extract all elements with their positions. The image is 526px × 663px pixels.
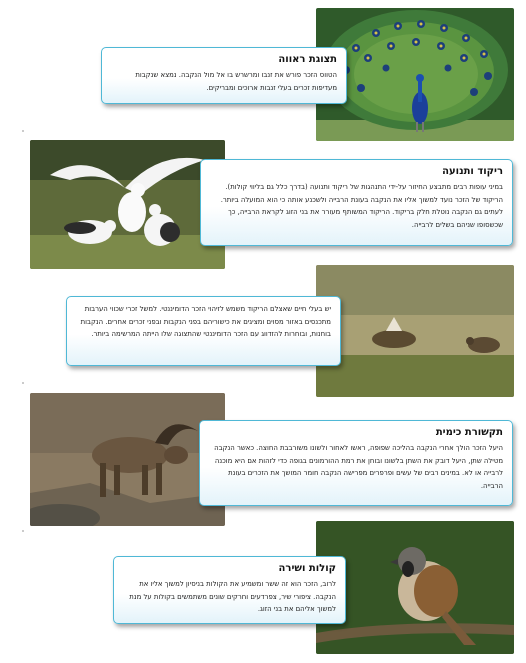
margin-speck — [22, 382, 24, 384]
chemical-communication-card — [199, 420, 513, 506]
courtship-display-text: הטווס הזכר פורש את זנבו ומרשרש בו אל מול הנקבה. נמצא שנקבות מעדיפות זכרים בעלי זנבות ארוכים ומבריקים. — [135, 71, 337, 92]
courtship-display-title: תצוגת ראווה — [278, 54, 337, 65]
ibex-photo — [30, 393, 225, 526]
courtship-display-card — [101, 47, 347, 104]
song-card — [113, 556, 346, 624]
margin-speck — [22, 130, 24, 132]
dominant-male-text: יש בעלי חיים שאצלם הריקוד משמש לזיהוי הזכר הדומיננטי. למשל זכרי שכווי הערבות מתכנסים באזור מסוים ומציגים את כישוריהם בפני הנקבות ובפני זכרים אחרים. הנקבות בוחנות, ובוחרות להזדווג עם הזכר הדומיננטי שהתצוגה שלו הייתה המרשימה ביותר. — [80, 305, 331, 339]
dance-card — [200, 159, 513, 246]
albatross-photo — [30, 140, 225, 269]
grouse-photo — [316, 265, 514, 397]
chemical-communication-title: תקשורת כימית — [435, 427, 503, 438]
dance-text: במיני עופות רבים מתבצע החיזור על-ידי התנהגות של ריקוד ותנועה (בדרך כלל גם בליווי קולות). הריקוד של הזכר נועד למשוך אליו את הנקבה בעונת הרבייה ולשכנע אותה כי הוא המועלה ביותר. לעתים גם הנקבה נוטלת חלק בריקוד. הריקוד המשותף מעורר את בני הזוג לקראת הרבייה, כך שכשסופו שניהם בשלים לרבייה. — [220, 183, 503, 229]
song-text: לרוב, הזכר הוא זה ששר ומשמיע את הקולות בניסיון למשוך אליו את הנקבה. ציפורי שיר, צפרדעים וחרקים שונים משתמשים בקולות על מנת למשוך אליהם את בני הזוג. — [129, 580, 336, 614]
song-title: קולות ושירה — [278, 563, 336, 574]
chemical-communication-text: היעל הזכר הולך אחרי הנקבה בהליכה שפופה, ראשו לאחור ולשונו משורבבת החוצה. כאשר הנקבה מטילה שתן, היעל דובק את השתן בלשונו ובוחן את רמת ההורמונים בגופה כדי לזהות אם היא מוכנה לרבייה או לא. במינים רבים של עשים ופרפרים מפרישה הנקבה חומר המושך את הזכרים בעונת הרבייה. — [214, 444, 503, 490]
dominant-male-card — [66, 296, 341, 366]
dance-title: ריקוד ותנועה — [442, 166, 503, 177]
margin-speck — [22, 530, 24, 532]
